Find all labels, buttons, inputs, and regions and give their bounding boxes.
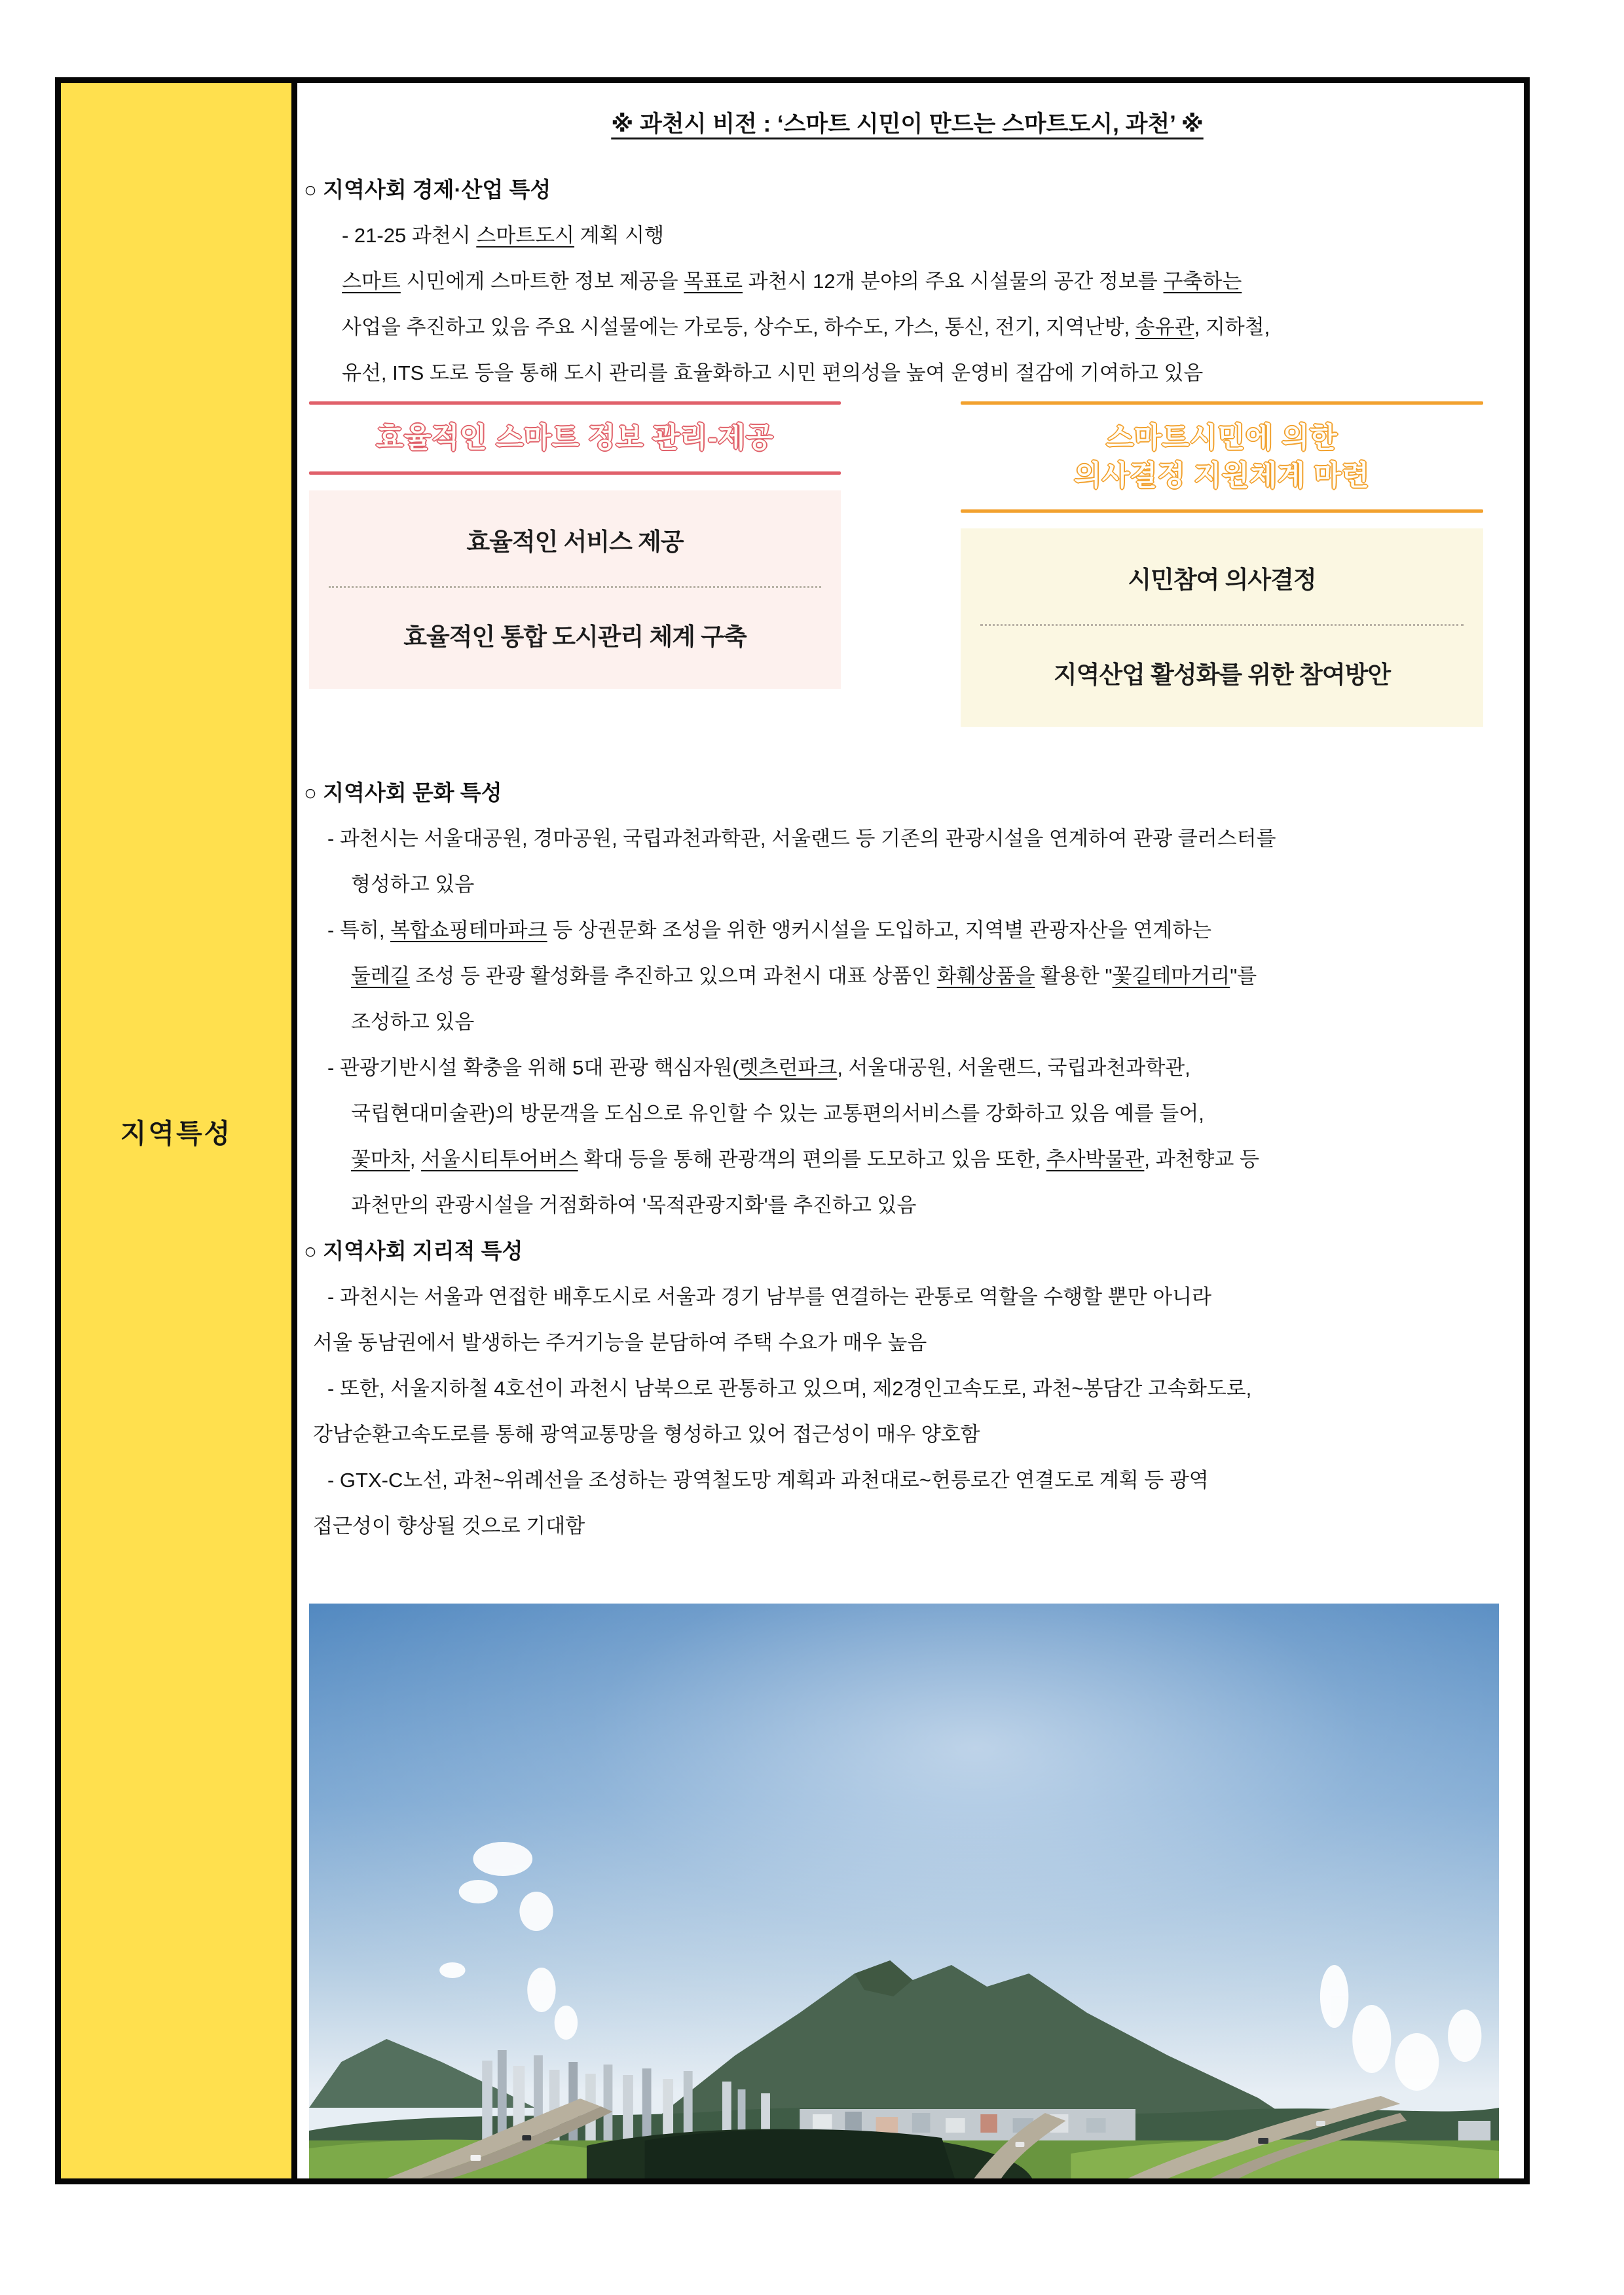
- underlined-term: 꽃길테마거리: [1112, 964, 1230, 987]
- content-cell: [297, 83, 1524, 2178]
- vision-banners-row: [304, 401, 1511, 727]
- banner-panel: [961, 528, 1483, 727]
- text-segment: 등 상권문화 조성을 위한 앵커시설을 도입하고, 지역별 관광자산을 연계하는: [547, 919, 1212, 942]
- banner-divider: [329, 586, 821, 588]
- underlined-term: 송유관: [1135, 316, 1194, 339]
- sidebar-label: 지역특성: [120, 1118, 232, 1148]
- underlined-term: 목표로: [684, 270, 743, 293]
- text-segment: - 관광기반시설 확충을 위해 5대 관광 핵심자원(: [327, 1056, 739, 1079]
- vision-title: [304, 101, 1511, 147]
- underlined-term: 스마트: [342, 270, 401, 293]
- section-heading: ○ 지역사회 경제·산업 특성: [304, 177, 551, 202]
- text-segment: - 과천시는 서울과 연접한 배후도시로 서울과 경기 남부를 연결하는 관통로 역할을 수행할 뿐만 아니라: [327, 1285, 1212, 1308]
- banner-title-line: 의사결정 지원체계 마련: [1074, 460, 1370, 492]
- text-segment: , 지하철,: [1194, 316, 1270, 339]
- text-segment: , 서울대공원, 서울랜드, 국립과천과학관,: [837, 1056, 1190, 1079]
- text-line: [304, 908, 1511, 953]
- text-segment: - 과천시는 서울대공원, 경마공원, 국립과천과학관, 서울랜드 등 기존의 관광시설을 연계하여 관광 클러스터를: [327, 827, 1276, 850]
- banner-title-line: 효율적인 스마트 정보 관리-제공: [376, 422, 774, 454]
- underlined-term: 화훼상품을: [936, 964, 1035, 987]
- sidebar-cell: [61, 83, 297, 2178]
- underlined-term: 복합쇼핑테마파크: [390, 919, 547, 942]
- text-line: [304, 1183, 1511, 1228]
- text-segment: ,: [409, 1148, 422, 1171]
- text-segment: "를: [1230, 964, 1257, 987]
- text-line: [304, 304, 1511, 350]
- text-line: [304, 1045, 1511, 1091]
- text-segment: 서울 동남권에서 발생하는 주거기능을 분담하여 주택 수요가 매우 높음: [313, 1331, 927, 1354]
- banner-smart-citizen: [961, 401, 1483, 727]
- text-line: [304, 1458, 1511, 1503]
- section-geography: [304, 1228, 1511, 1549]
- text-line: [304, 862, 1511, 908]
- city-aerial-photo-art: [309, 1604, 1499, 2178]
- text-segment: 과천만의 관광시설을 거점화하여 '목적관광지화'를 추진하고 있음: [351, 1194, 917, 1217]
- text-line: [304, 1503, 1511, 1549]
- text-line: [304, 350, 1511, 396]
- underlined-term: 렛츠런파크: [739, 1056, 838, 1079]
- underlined-term: 서울시티투어버스: [421, 1148, 578, 1171]
- text-line: [304, 1366, 1511, 1412]
- text-segment: 계획 시행: [574, 224, 665, 247]
- text-segment: 조성하고 있음: [351, 1010, 475, 1033]
- text-line: [304, 953, 1511, 999]
- text-line: [304, 816, 1511, 862]
- underlined-term: 꽃마차: [351, 1148, 410, 1171]
- text-segment: - 또한, 서울지하철 4호선이 과천시 남북으로 관통하고 있으며, 제2경인고속도로, 과천~봉담간 고속화도로,: [327, 1377, 1252, 1400]
- text-segment: 확대 등을 통해 관광객의 편의를 도모하고 있음 또한,: [578, 1148, 1046, 1171]
- text-line: [304, 1320, 1511, 1366]
- banner-panel: [309, 490, 841, 689]
- banner-title: [961, 405, 1483, 509]
- vision-title-text: ※ 과천시 비전 : ‘스마트 시민이 만드는 스마트도시, 과천’ ※: [611, 111, 1204, 137]
- text-segment: , 과천향교 등: [1144, 1148, 1259, 1171]
- section-economy-industry: [304, 167, 1511, 396]
- banner-title-line: 스마트시민에 의한: [1106, 422, 1338, 454]
- banner-smart-info: [309, 401, 841, 727]
- section-heading: ○ 지역사회 문화 특성: [304, 780, 502, 805]
- underlined-term: 구축하는: [1163, 270, 1242, 293]
- text-line: [304, 1412, 1511, 1458]
- banner-item: 지역산업 활성화를 위한 참여방안: [1053, 661, 1391, 688]
- text-segment: 과천시 12개 분야의 주요 시설물의 공간 정보를: [743, 270, 1164, 293]
- banner-title: [309, 405, 841, 471]
- banner-rule: [309, 471, 841, 475]
- text-segment: 활용한 ": [1035, 964, 1113, 987]
- text-segment: 사업을 추진하고 있음 주요 시설물에는 가로등, 상수도, 하수도, 가스, 통신, 전기, 지역난방,: [342, 316, 1135, 339]
- text-segment: - GTX-C노선, 과천~위례선을 조성하는 광역철도망 계획과 과천대로~헌릉로간 연결도로 계획 등 광역: [327, 1469, 1209, 1492]
- banner-rule: [961, 509, 1483, 513]
- region-characteristics-table: [55, 77, 1530, 2184]
- section-heading: ○ 지역사회 지리적 특성: [304, 1239, 523, 1263]
- underlined-term: 둘레길: [351, 964, 410, 987]
- banner-item: 효율적인 서비스 제공: [466, 528, 684, 555]
- text-segment: 강남순환고속도로를 통해 광역교통망을 형성하고 있어 접근성이 매우 양호함: [313, 1423, 980, 1446]
- text-segment: 유선, ITS 도로 등을 통해 도시 관리를 효율화하고 시민 편의성을 높여 운영비 절감에 기여하고 있음: [342, 361, 1204, 384]
- text-line: [304, 1137, 1511, 1183]
- text-line: [304, 999, 1511, 1045]
- text-segment: - 21-25 과천시: [342, 224, 477, 247]
- text-segment: 시민에게 스마트한 정보 제공을: [400, 270, 684, 293]
- banner-item: 효율적인 통합 도시관리 체계 구축: [403, 623, 747, 650]
- banner-divider: [980, 624, 1464, 626]
- banner-item: 시민참여 의사결정: [1128, 566, 1316, 593]
- text-segment: 형성하고 있음: [351, 873, 475, 896]
- text-segment: 접근성이 향상될 것으로 기대함: [313, 1515, 585, 1537]
- city-aerial-photo: [309, 1604, 1499, 2178]
- underlined-term: 스마트도시: [476, 224, 575, 247]
- underlined-term: 추사박물관: [1046, 1148, 1145, 1171]
- section-culture: [304, 770, 1511, 1228]
- text-line: [304, 1091, 1511, 1137]
- text-line: [304, 1274, 1511, 1320]
- text-segment: 국립현대미술관)의 방문객을 도심으로 유인할 수 있는 교통편의서비스를 강화하고 있음 예를 들어,: [351, 1102, 1204, 1125]
- text-segment: - 특히,: [327, 919, 391, 942]
- text-line: [304, 259, 1511, 304]
- text-line: [304, 213, 1511, 259]
- text-segment: 조성 등 관광 활성화를 추진하고 있으며 과천시 대표 상품인: [409, 964, 937, 987]
